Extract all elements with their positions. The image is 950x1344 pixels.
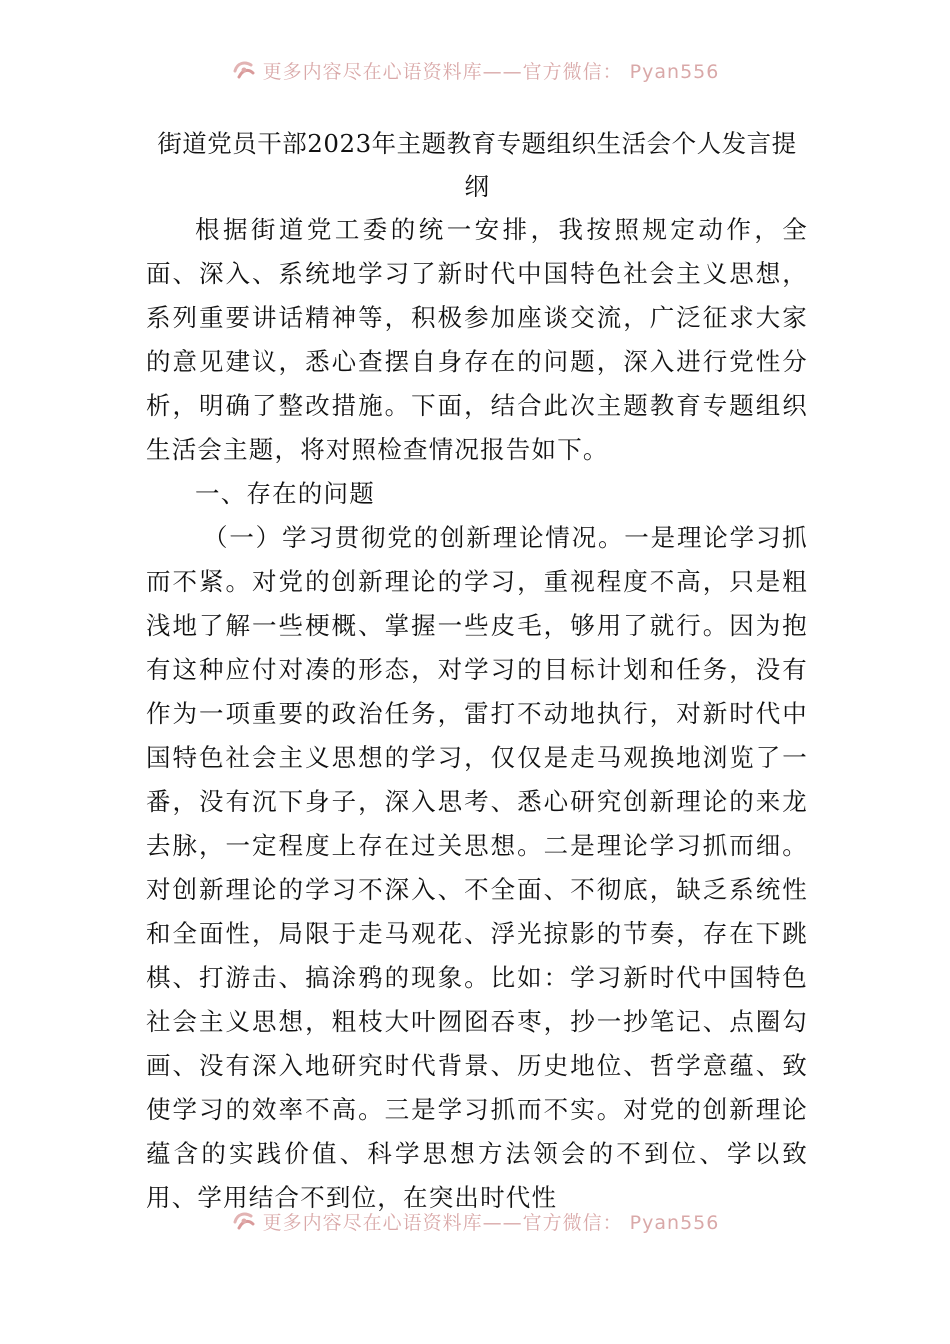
intro-paragraph: 根据街道党工委的统一安排，我按照规定动作，全面、深入、系统地学习了新时代中国特色社会主义思想，系列重要讲话精神等，积极参加座谈交流，广泛征求大家的意见建议，悉心查摆自身存在的问题，深入进行党性分析，明确了整改措施。下面，结合此次主题教育专题组织生活会主题，将对照检查情况报告如下。 [146,215,808,464]
watermark-header [0,52,950,88]
watermark-logo-icon [231,57,257,83]
watermark-logo-icon [231,1208,257,1234]
watermark-text: 更多内容尽在心语资料库——官方微信： Pyan556 [262,60,720,83]
document-page [146,122,808,1220]
watermark-text: 更多内容尽在心语资料库——官方微信： Pyan556 [262,1211,720,1234]
section-heading-problems: 一、存在的问题 [195,479,375,508]
watermark-footer [0,1203,950,1239]
section-item-theory-study: （一）学习贯彻党的创新理论情况。一是理论学习抓而不紧。对党的创新理论的学习，重视程度不高，只是粗浅地了解一些梗概、掌握一些皮毛，够用了就行。因为抱有这种应付对凑的形态，对学习的目标计划和任务，没有作为一项重要的政治任务，雷打不动地执行，对新时代中国特色社会主义思想的学习，仅仅是走马观换地浏览了一番，没有沉下身子，深入思考、悉心研究创新理论的来龙去脉，一定程度上存在过关思想。二是理论学习抓而细。对创新理论的学习不深入、不全面、不彻底，缺乏系统性和全面性，局限于走马观花、浮光掠影的节奏，存在下跳棋、打游击、搞涂鸦的现象。比如：学习新时代中国特色社会主义思想，粗枝大叶囫囵吞枣，抄一抄笔记、点圈勾画、没有深入地研究时代背景、历史地位、哲学意蕴、致使学习的效率不高。三是学习抓而不实。对党的创新理论蕴含的实践价值、科学思想方法领会的不到位、学以致用、学用结合不到位，在突出时代性 [146,523,808,1212]
document-title: 街道党员干部2023年主题教育专题组织生活会个人发言提纲 [157,129,797,201]
